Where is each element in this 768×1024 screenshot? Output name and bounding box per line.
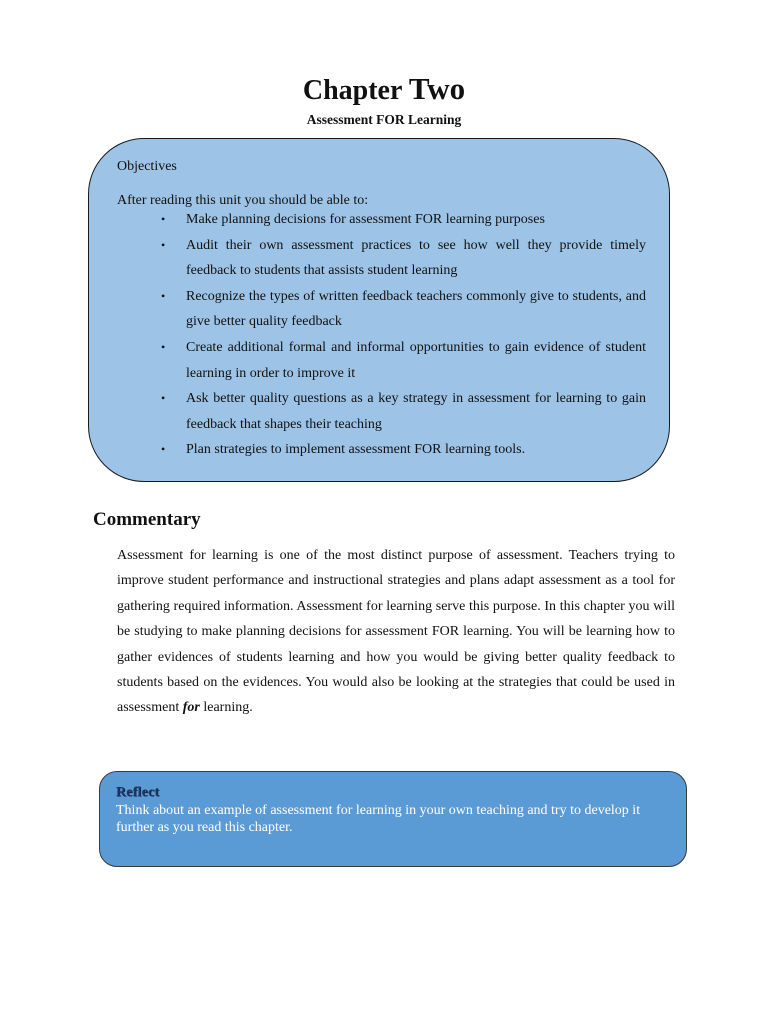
objective-text: Audit their own assessment practices to see how well they provide timely feedback to students that assists student learning — [186, 237, 646, 279]
chapter-subtitle: Assessment FOR Learning — [306, 112, 462, 127]
objectives-intro: After reading this unit you should be able to: — [117, 193, 369, 208]
objectives-heading: Objectives — [117, 159, 177, 174]
bullet-icon: • — [161, 212, 166, 226]
objective-text: Create additional formal and informal opportunities to gain evidence of student learning in order to improve it — [186, 339, 646, 381]
bullet-icon: • — [161, 442, 166, 457]
objectives-list — [89, 207, 671, 463]
objective-item — [161, 233, 646, 284]
commentary-paragraph — [117, 543, 675, 721]
bullet-icon: • — [161, 391, 166, 406]
objective-item — [161, 284, 646, 335]
objective-text: Make planning decisions for assessment FOR learning purposes — [186, 212, 545, 227]
objective-item — [161, 386, 646, 437]
objective-text: Plan strategies to implement assessment FOR learning tools. — [186, 442, 526, 458]
chapter-title — [0, 72, 768, 108]
commentary-text: Assessment for learning is one of the most distinct purpose of assessment. Teachers trying to improve student performance and instructional strategies and plans adapt assessment as a tool for gathering required information. Assessment for learning serve this purpose. In this chapter you will be studying to make planning decisions for assessment FOR learning. You will be learning how to gather evidences of students learning and how you would be giving better quality feedback to students based on the evidences. You would also be looking at the strategies that could be used in assessment — [117, 548, 675, 716]
objective-text: Ask better quality questions as a key strategy in assessment for learning to gain feedback that shapes their teaching — [186, 391, 646, 432]
objective-item — [161, 335, 646, 386]
bullet-icon: • — [161, 339, 166, 354]
commentary-emphasis: for — [182, 700, 200, 716]
reflect-heading: Reflect — [116, 785, 160, 800]
reflect-box — [99, 771, 687, 867]
chapter-title-number: Two — [408, 71, 466, 106]
reflect-text: Think about an example of assessment for learning in your own teaching and try to develop it further as you read this chapter. — [116, 803, 641, 835]
objectives-box — [88, 138, 670, 482]
bullet-icon: • — [161, 237, 166, 252]
objective-item — [161, 207, 646, 233]
objective-item — [161, 437, 646, 463]
bullet-icon: • — [161, 288, 166, 303]
commentary-tail: learning. — [199, 700, 253, 716]
commentary-heading: Commentary — [93, 509, 201, 530]
chapter-title-word: Chapter — [302, 75, 402, 106]
objective-text: Recognize the types of written feedback teachers commonly give to students, and give better quality feedback — [186, 288, 646, 330]
